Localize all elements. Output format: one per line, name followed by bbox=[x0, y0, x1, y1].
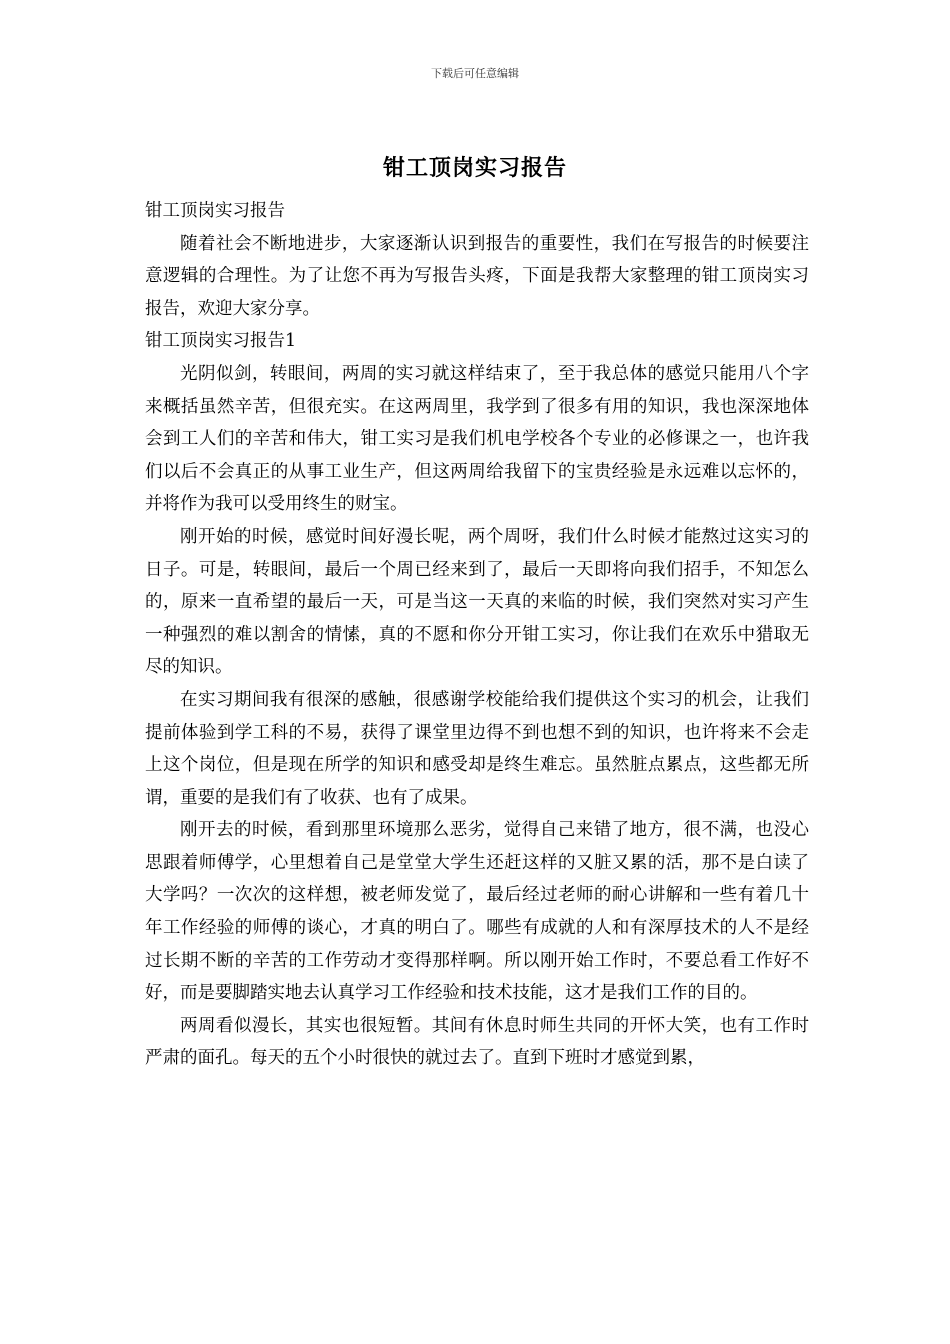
intro-paragraph: 随着社会不断地进步，大家逐渐认识到报告的重要性，我们在写报告的时候要注意逻辑的合理性。为了让您不再为写报告头疼，下面是我帮大家整理的钳工顶岗实习报告，欢迎大家分享。 bbox=[145, 233, 809, 319]
body-paragraph: 两周看似漫长，其实也很短暂。其间有休息时师生共同的开怀大笑，也有工作时严肃的面孔。每天的五个小时很快的就过去了。直到下班时才感觉到累， bbox=[145, 1015, 809, 1069]
document-body bbox=[145, 195, 809, 1075]
document-title: 钳工顶岗实习报告 bbox=[382, 155, 567, 181]
body-paragraph: 刚开去的时候，看到那里环境那么恶劣，觉得自己来错了地方，很不满，也没心思跟着师傅学，心里想着自己是堂堂大学生还赶这样的又脏又累的活，那不是白读了大学吗？一次次的这样想，被老师发觉了，最后经过老师的耐心讲解和一些有着几十年工作经验的师傅的谈心，才真的明白了。哪些有成就的人和有深厚技术的人不是经过长期不断的辛苦的工作劳动才变得那样啊。所以刚开始工作时，不要总看工作好不好，而是要脚踏实地去认真学习工作经验和技术技能，这才是我们工作的目的。 bbox=[145, 820, 809, 1004]
body-paragraph: 在实习期间我有很深的感触，很感谢学校能给我们提供这个实习的机会，让我们提前体验到学工科的不易，获得了课堂里边得不到也想不到的知识，也许将来不会走上这个岗位，但是现在所学的知识和感受却是终生难忘。虽然脏点累点，这些都无所谓，重要的是我们有了收获、也有了成果。 bbox=[145, 689, 809, 808]
body-paragraph: 光阴似剑，转眼间，两周的实习就这样结束了，至于我总体的感觉只能用八个字来概括虽然辛苦，但很充实。在这两周里，我学到了很多有用的知识，我也深深地体会到工人们的辛苦和伟大，钳工实习是我们机电学校各个专业的必修课之一，也许我们以后不会真正的从事工业生产，但这两周给我留下的宝贵经验是永远难以忘怀的，并将作为我可以受用终生的财宝。 bbox=[145, 363, 809, 515]
header-note: 下载后可任意编辑 bbox=[431, 67, 519, 80]
section-heading: 钳工顶岗实习报告1 bbox=[145, 331, 297, 352]
subtitle-paragraph: 钳工顶岗实习报告 bbox=[145, 201, 285, 221]
body-paragraph: 刚开始的时候，感觉时间好漫长呢，两个周呀，我们什么时候才能熬过这实习的日子。可是，转眼间，最后一个周已经来到了，最后一天即将向我们招手，不知怎么的，原来一直希望的最后一天，可是当这一天真的来临的时候，我们突然对实习产生一种强烈的难以割舍的情愫，真的不愿和你分开钳工实习，你让我们在欢乐中猎取无尽的知识。 bbox=[145, 526, 809, 678]
